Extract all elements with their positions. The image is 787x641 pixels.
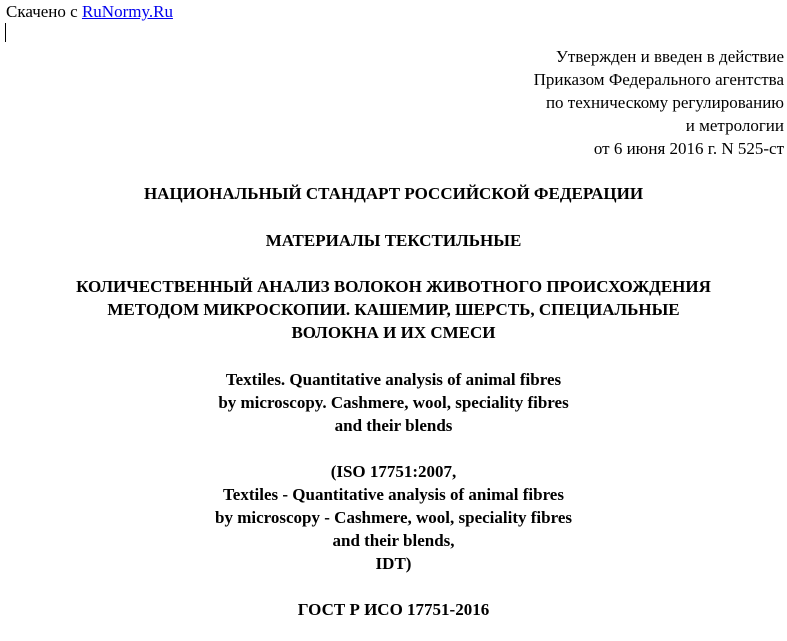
russian-title — [0, 275, 787, 344]
national-standard-heading — [0, 182, 787, 205]
gost-number-heading — [0, 598, 787, 621]
iso-reference-line: Textiles - Quantitative analysis of animal fibres — [223, 485, 564, 504]
approval-line: и метрологии — [685, 116, 784, 135]
approval-line: по техническому регулированию — [545, 93, 784, 112]
english-title-line: Textiles. Quantitative analysis of animal fibres — [225, 370, 562, 389]
iso-reference-line: (ISO 17751:2007, — [330, 462, 457, 481]
category-text: МАТЕРИАЛЫ ТЕКСТИЛЬНЫЕ — [265, 231, 522, 250]
approval-line: Утвержден и введен в действие — [555, 47, 784, 66]
category-heading — [0, 229, 787, 252]
download-prefix: Скачено с — [6, 2, 78, 21]
approval-line: от 6 июня 2016 г. N 525-ст — [593, 139, 784, 158]
iso-reference-line: and their blends, — [332, 531, 455, 550]
approval-line: Приказом Федерального агентства — [533, 70, 784, 89]
english-title-line: and their blends — [334, 416, 453, 435]
english-title-line: by microscopy. Cashmere, wool, speciality fibres — [218, 393, 569, 412]
iso-reference-line: IDT) — [375, 554, 412, 573]
runormy-link[interactable]: RuNormy.Ru — [81, 2, 173, 21]
approval-block — [534, 45, 784, 160]
russian-title-line: ВОЛОКНА И ИХ СМЕСИ — [291, 323, 496, 342]
text-cursor — [5, 23, 6, 42]
russian-title-line: МЕТОДОМ МИКРОСКОПИИ. КАШЕМИР, ШЕРСТЬ, СПЕЦИАЛЬНЫЕ — [107, 300, 680, 319]
gost-number-text: ГОСТ Р ИСО 17751-2016 — [297, 600, 490, 619]
iso-reference — [0, 460, 787, 575]
national-standard-text: НАЦИОНАЛЬНЫЙ СТАНДАРТ РОССИЙСКОЙ ФЕДЕРАЦИИ — [143, 184, 644, 203]
english-title — [0, 368, 787, 437]
download-source-line — [6, 2, 173, 22]
russian-title-line: КОЛИЧЕСТВЕННЫЙ АНАЛИЗ ВОЛОКОН ЖИВОТНОГО ПРОИСХОЖДЕНИЯ — [76, 277, 711, 296]
iso-reference-line: by microscopy - Cashmere, wool, speciality fibres — [215, 508, 572, 527]
